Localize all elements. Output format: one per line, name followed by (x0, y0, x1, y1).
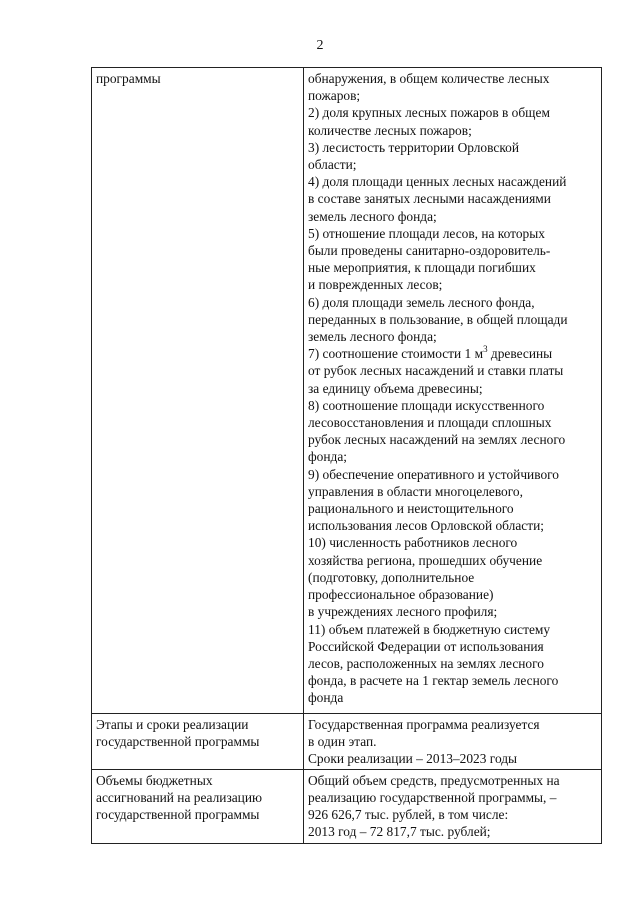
value-line: использования лесов Орловской области; (308, 518, 544, 534)
page-number: 2 (316, 38, 324, 53)
label-line: программы (96, 71, 161, 86)
label-line: Объемы бюджетных (96, 772, 213, 788)
value-line: земель лесного фонда; (308, 208, 437, 224)
value-line: пожаров; (308, 88, 361, 104)
value-line: хозяйства региона, прошедших обучение (308, 552, 543, 568)
value-line: 2013 год – 72 817,7 тыс. рублей; (308, 824, 491, 840)
value-line: фонда; (308, 449, 348, 465)
value-line: 8) соотношение площади искусственного (308, 397, 545, 413)
label-line: государственной программы (96, 807, 260, 823)
value-line: Сроки реализации – 2013–2023 годы (308, 751, 518, 767)
value-line: 3) лесистость территории Орловской (308, 139, 520, 155)
value-line: 2) доля крупных лесных пожаров в общем (308, 105, 550, 121)
label-line: государственной программы (96, 734, 260, 750)
value-line: (подготовку, дополнительное (308, 569, 475, 585)
value-line: Общий объем средств, предусмотренных на (308, 772, 560, 788)
label-cell (92, 68, 304, 714)
value-line: 9) обеспечение оперативного и устойчивого (308, 466, 560, 482)
program-passport-table (91, 67, 602, 844)
value-line: профессиональное образование) (308, 587, 494, 603)
value-line: в учреждениях лесного профиля; (308, 604, 498, 620)
value-line: Государственная программа реализуется (308, 717, 540, 732)
value-line: и поврежденных лесов; (308, 277, 443, 293)
label-line: ассигнований на реализацию (96, 789, 263, 805)
value-cell (304, 68, 602, 714)
value-line: ные мероприятия, к площади погибших (308, 260, 536, 276)
value-line: обнаружения, в общем количестве лесных (308, 71, 550, 86)
value-line: в один этап. (308, 734, 377, 750)
value-line: области; (308, 157, 357, 173)
value-line: лесовосстановления и площади сплошных (308, 415, 552, 431)
value-line: 11) объем платежей в бюджетную систему (308, 621, 551, 637)
value-cell (304, 714, 602, 770)
value-line: лесов, расположенных на землях лесного (308, 655, 544, 671)
value-line: были проведены санитарно-оздоровитель- (308, 243, 551, 259)
value-line: от рубок лесных насаждений и ставки платы (308, 363, 564, 379)
label-cell (92, 769, 304, 843)
value-line: в составе занятых лесными насаждениями (308, 191, 551, 207)
table-row-stages (92, 714, 602, 770)
value-line: переданных в пользование, в общей площади (308, 311, 568, 327)
value-line-text: 7) соотношение стоимости 1 м (308, 346, 484, 362)
label-cell (92, 714, 304, 770)
value-line: 10) численность работников лесного (308, 535, 518, 551)
value-line: управления в области многоцелевого, (308, 483, 523, 499)
superscript: 3 (483, 344, 488, 355)
label-line: Этапы и сроки реализации (96, 717, 249, 732)
value-line: рационального и неистощительного (308, 501, 514, 517)
value-line: 6) доля площади земель лесного фонда, (308, 294, 535, 310)
value-line: Российской Федерации от использования (308, 638, 544, 654)
value-cell (304, 769, 602, 843)
value-line: фонда (308, 690, 344, 706)
value-line: 4) доля площади ценных лесных насаждений (308, 174, 567, 190)
value-line: количестве лесных пожаров; (308, 122, 472, 138)
value-line: 5) отношение площади лесов, на которых (308, 225, 545, 241)
value-line: 926 626,7 тыс. рублей, в том числе: (308, 807, 509, 823)
value-line: рубок лесных насаждений на землях лесного (308, 432, 566, 448)
value-line-with-superscript (308, 345, 598, 362)
value-line-tail: древесины (487, 346, 553, 362)
table-row-budget (92, 769, 602, 843)
value-line: земель лесного фонда; (308, 329, 437, 345)
value-line: фонда, в расчете на 1 гектар земель лесного (308, 673, 559, 689)
value-line: реализацию государственной программы, – (308, 789, 557, 805)
value-line: за единицу объема древесины; (308, 380, 483, 396)
table-row-indicators (92, 68, 602, 714)
